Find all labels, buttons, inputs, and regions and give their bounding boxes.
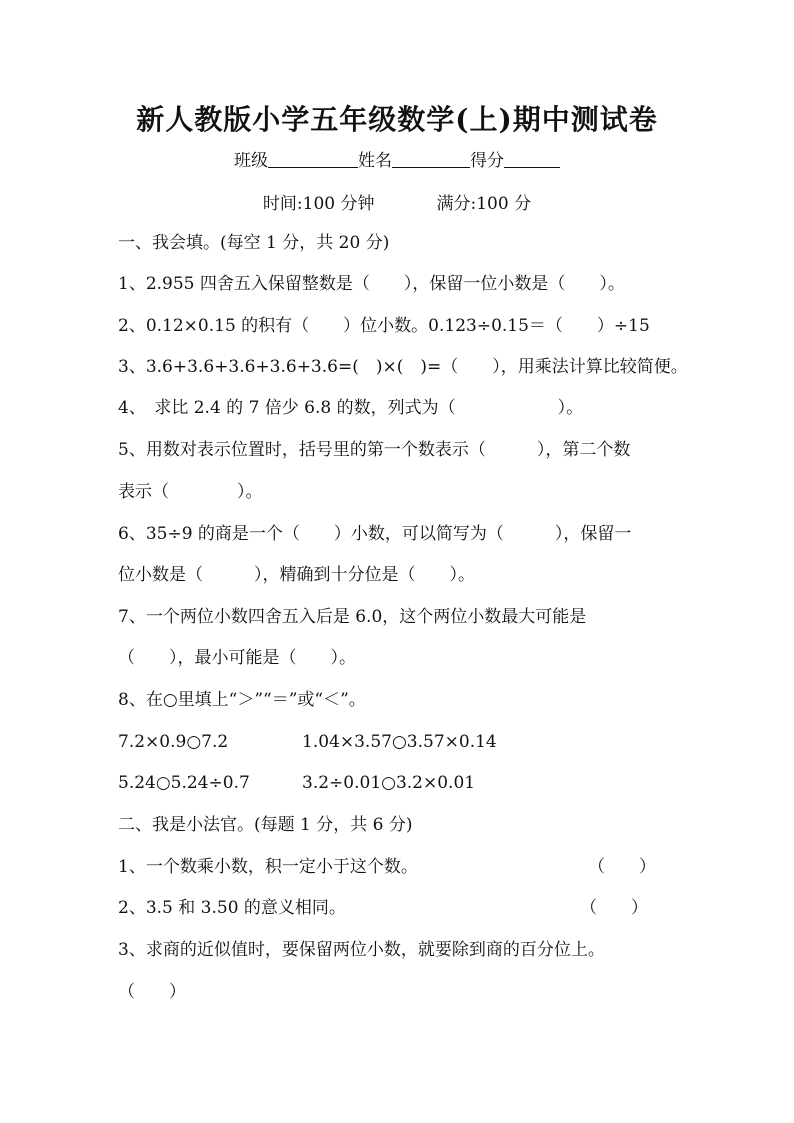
question-2-1 — [118, 856, 678, 878]
question-1-6-line1: 6、35÷9 的商是一个（ ）小数，可以简写为（ ），保留一 — [118, 524, 632, 544]
question-2-1-answer[interactable]: （ ） — [588, 857, 656, 877]
question-1-7-line2: （ ），最小可能是（ ）。 — [118, 648, 356, 668]
question-2-2-text: 2、3.5 和 3.50 的意义相同。 — [118, 898, 346, 918]
full-score-text: 满分:100 分 — [436, 194, 532, 214]
section1-heading: 一、我会填。(每空 1 分，共 20 分) — [118, 233, 390, 253]
question-2-1-text: 1、一个数乘小数，积一定小于这个数。 — [118, 857, 418, 877]
score-blank[interactable] — [504, 149, 560, 168]
compare-1-left: 7.2×0.9○7.2 — [118, 732, 229, 752]
name-blank[interactable] — [392, 149, 470, 168]
class-blank[interactable] — [268, 149, 358, 168]
duration-text: 时间:100 分钟 — [262, 194, 375, 214]
question-1-8: 8、在○里填上“＞”“＝”或“＜”。 — [118, 690, 366, 710]
question-1-7-line1: 7、一个两位小数四舍五入后是 6.0，这个两位小数最大可能是 — [118, 607, 587, 627]
question-2-2 — [118, 897, 678, 919]
compare-2-left: 5.24○5.24÷0.7 — [118, 773, 250, 793]
question-1-5-line2: 表示（ ）。 — [118, 482, 263, 502]
question-1-3: 3、3.6+3.6+3.6+3.6+3.6=( )×( )=（ ），用乘法计算比较简便。 — [118, 357, 688, 377]
question-2-2-answer[interactable]: （ ） — [580, 898, 648, 918]
compare-1-right: 1.04×3.57○3.57×0.14 — [302, 732, 497, 752]
score-label: 得分 — [470, 151, 504, 171]
question-2-3-answer[interactable]: （ ） — [118, 982, 186, 1002]
section2-heading: 二、我是小法官。(每题 1 分，共 6 分) — [118, 815, 413, 835]
name-label: 姓名 — [358, 151, 392, 171]
question-1-1: 1、2.955 四舍五入保留整数是（ ），保留一位小数是（ ）。 — [118, 274, 625, 294]
question-1-6-line2: 位小数是（ ），精确到十分位是（ ）。 — [118, 565, 475, 585]
class-label: 班级 — [234, 151, 268, 171]
time-row — [0, 189, 794, 214]
question-1-5-line1: 5、用数对表示位置时，括号里的第一个数表示（ ），第二个数 — [118, 440, 631, 460]
compare-2-right: 3.2÷0.01○3.2×0.01 — [302, 773, 476, 793]
question-2-3-line1: 3、求商的近似值时，要保留两位小数，就要除到商的百分位上。 — [118, 940, 605, 960]
exam-title: 新人教版小学五年级数学(上)期中测试卷 — [136, 103, 658, 136]
question-1-4: 4、 求比 2.4 的 7 倍少 6.8 的数，列式为（ ）。 — [118, 398, 584, 418]
question-1-2: 2、0.12×0.15 的积有（ ）位小数。0.123÷0.15＝（ ）÷15 — [118, 316, 650, 336]
student-info-row — [0, 146, 794, 171]
